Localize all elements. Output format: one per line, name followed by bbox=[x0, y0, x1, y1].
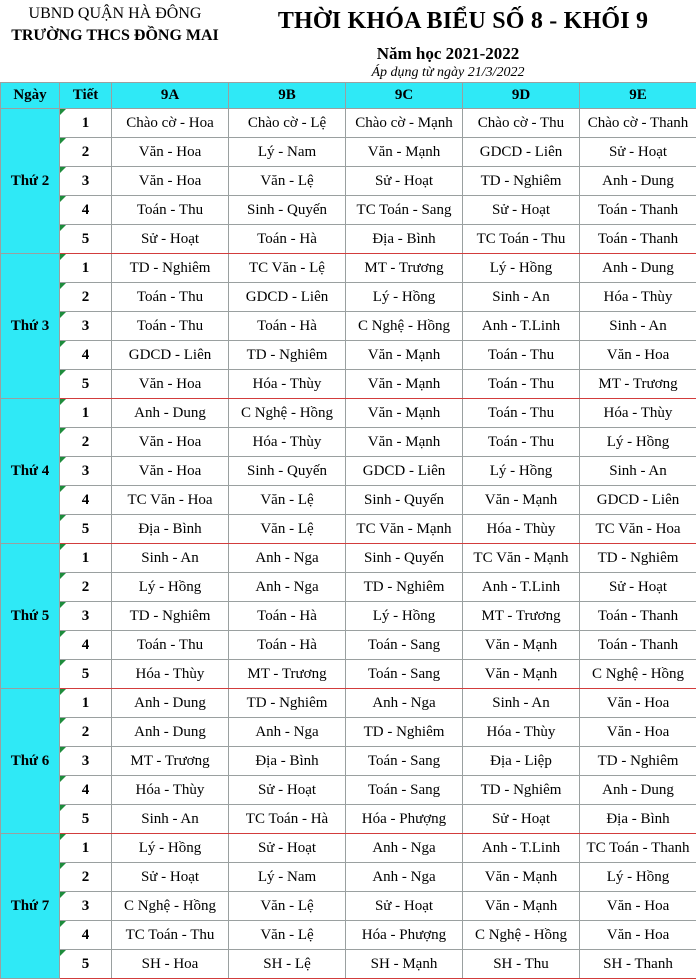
table-row bbox=[1, 718, 696, 747]
timetable-cell: Anh - Dung bbox=[112, 399, 229, 428]
timetable-cell: Hóa - Thùy bbox=[580, 399, 696, 428]
timetable-cell: Văn - Hoa bbox=[112, 370, 229, 399]
period-number: 1 bbox=[60, 689, 112, 718]
timetable-cell: Toán - Thanh bbox=[580, 225, 696, 254]
timetable-cell: Văn - Mạnh bbox=[463, 486, 580, 515]
timetable-cell: Văn - Hoa bbox=[112, 428, 229, 457]
period-number: 3 bbox=[60, 457, 112, 486]
table-row bbox=[1, 167, 696, 196]
col-header-class: 9A bbox=[112, 83, 229, 109]
timetable-cell: Toán - Thu bbox=[463, 341, 580, 370]
timetable-cell: TC Toán - Thu bbox=[112, 921, 229, 950]
table-row bbox=[1, 776, 696, 805]
table-row bbox=[1, 225, 696, 254]
period-number: 3 bbox=[60, 747, 112, 776]
table-row bbox=[1, 863, 696, 892]
timetable-cell: Sinh - An bbox=[580, 312, 696, 341]
period-number: 5 bbox=[60, 805, 112, 834]
timetable-cell: Văn - Hoa bbox=[580, 341, 696, 370]
timetable-cell: Sử - Hoạt bbox=[112, 225, 229, 254]
timetable-cell: Anh - Dung bbox=[580, 776, 696, 805]
timetable-cell: Toán - Thu bbox=[463, 428, 580, 457]
timetable-cell: Địa - Bình bbox=[112, 515, 229, 544]
timetable-cell: Hóa - Phượng bbox=[346, 805, 463, 834]
timetable-cell: Anh - Nga bbox=[229, 544, 346, 573]
table-row bbox=[1, 834, 696, 863]
timetable-cell: C Nghệ - Hồng bbox=[229, 399, 346, 428]
timetable-cell: Toán - Thu bbox=[463, 370, 580, 399]
timetable-cell: Văn - Mạnh bbox=[346, 428, 463, 457]
period-number: 2 bbox=[60, 428, 112, 457]
table-row bbox=[1, 283, 696, 312]
col-header-class: 9E bbox=[580, 83, 696, 109]
timetable-cell: Chào cờ - Lệ bbox=[229, 109, 346, 138]
timetable-cell: SH - Mạnh bbox=[346, 950, 463, 979]
timetable-cell: Lý - Nam bbox=[229, 138, 346, 167]
timetable-cell: Sinh - Quyến bbox=[229, 457, 346, 486]
timetable-cell: Toán - Hà bbox=[229, 602, 346, 631]
table-row bbox=[1, 892, 696, 921]
timetable-cell: TD - Nghiêm bbox=[112, 602, 229, 631]
timetable-cell: C Nghệ - Hồng bbox=[463, 921, 580, 950]
timetable-cell: Sinh - Quyến bbox=[346, 544, 463, 573]
day-label: Thứ 3 bbox=[1, 254, 60, 399]
period-number: 2 bbox=[60, 283, 112, 312]
period-number: 4 bbox=[60, 486, 112, 515]
period-number: 2 bbox=[60, 138, 112, 167]
timetable-cell: Anh - T.Linh bbox=[463, 312, 580, 341]
timetable-cell: GDCD - Liên bbox=[112, 341, 229, 370]
period-number: 3 bbox=[60, 892, 112, 921]
timetable-cell: Lý - Hồng bbox=[112, 834, 229, 863]
period-number: 1 bbox=[60, 109, 112, 138]
period-number: 3 bbox=[60, 312, 112, 341]
timetable-cell: Anh - Nga bbox=[229, 718, 346, 747]
timetable-cell: Văn - Hoa bbox=[580, 718, 696, 747]
school-header bbox=[0, 0, 230, 47]
period-number: 5 bbox=[60, 515, 112, 544]
timetable-cell: Văn - Mạnh bbox=[463, 660, 580, 689]
timetable-cell: Văn - Hoa bbox=[112, 457, 229, 486]
timetable-cell: Toán - Sang bbox=[346, 747, 463, 776]
timetable-cell: SH - Hoa bbox=[112, 950, 229, 979]
timetable-cell: Văn - Mạnh bbox=[463, 863, 580, 892]
timetable-cell: SH - Lệ bbox=[229, 950, 346, 979]
timetable-cell: Toán - Sang bbox=[346, 776, 463, 805]
timetable-cell: Toán - Thu bbox=[112, 283, 229, 312]
period-number: 5 bbox=[60, 950, 112, 979]
timetable-cell: Toán - Sang bbox=[346, 631, 463, 660]
period-number: 1 bbox=[60, 834, 112, 863]
timetable-cell: Anh - Nga bbox=[346, 689, 463, 718]
timetable-cell: C Nghệ - Hồng bbox=[112, 892, 229, 921]
timetable-cell: MT - Trương bbox=[580, 370, 696, 399]
table-row bbox=[1, 805, 696, 834]
timetable-cell: Hóa - Thùy bbox=[229, 428, 346, 457]
timetable-cell: TD - Nghiêm bbox=[580, 544, 696, 573]
col-header-day: Ngày bbox=[1, 83, 60, 109]
table-row bbox=[1, 515, 696, 544]
table-row bbox=[1, 950, 696, 979]
timetable-cell: TD - Nghiêm bbox=[112, 254, 229, 283]
timetable-cell: Văn - Hoa bbox=[580, 689, 696, 718]
timetable-cell: Sử - Hoạt bbox=[580, 573, 696, 602]
timetable-cell: Sử - Hoạt bbox=[346, 167, 463, 196]
timetable-cell: Hóa - Thùy bbox=[580, 283, 696, 312]
timetable-cell: Toán - Thanh bbox=[580, 602, 696, 631]
period-number: 1 bbox=[60, 544, 112, 573]
timetable-cell: Địa - Bình bbox=[346, 225, 463, 254]
timetable-cell: MT - Trương bbox=[463, 602, 580, 631]
timetable-cell: Sử - Hoạt bbox=[580, 138, 696, 167]
timetable-cell: Sinh - An bbox=[112, 544, 229, 573]
timetable-cell: TD - Nghiêm bbox=[346, 573, 463, 602]
timetable-cell: Văn - Mạnh bbox=[346, 399, 463, 428]
table-row bbox=[1, 747, 696, 776]
table-row bbox=[1, 921, 696, 950]
timetable-cell: GDCD - Liên bbox=[229, 283, 346, 312]
table-row bbox=[1, 341, 696, 370]
timetable-cell: Văn - Mạnh bbox=[463, 892, 580, 921]
table-row bbox=[1, 631, 696, 660]
timetable-cell: TC Toán - Thu bbox=[463, 225, 580, 254]
table-row bbox=[1, 457, 696, 486]
timetable-cell: Lý - Hồng bbox=[112, 573, 229, 602]
timetable-cell: C Nghệ - Hồng bbox=[346, 312, 463, 341]
timetable-cell: TD - Nghiêm bbox=[229, 341, 346, 370]
timetable-cell: MT - Trương bbox=[229, 660, 346, 689]
timetable-cell: Địa - Bình bbox=[580, 805, 696, 834]
timetable-cell: Văn - Lệ bbox=[229, 892, 346, 921]
timetable-cell: Địa - Liệp bbox=[463, 747, 580, 776]
timetable-cell: Anh - Nga bbox=[346, 834, 463, 863]
timetable-cell: Toán - Hà bbox=[229, 312, 346, 341]
table-row bbox=[1, 602, 696, 631]
timetable-cell: Hóa - Thùy bbox=[112, 660, 229, 689]
document-header bbox=[230, 0, 696, 81]
timetable-cell: Toán - Thanh bbox=[580, 631, 696, 660]
timetable-cell: Sinh - An bbox=[463, 283, 580, 312]
table-row bbox=[1, 689, 696, 718]
timetable-cell: Hóa - Thùy bbox=[112, 776, 229, 805]
timetable-cell: Hóa - Thùy bbox=[463, 515, 580, 544]
period-number: 4 bbox=[60, 341, 112, 370]
timetable-cell: Sử - Hoạt bbox=[463, 196, 580, 225]
period-number: 4 bbox=[60, 196, 112, 225]
district-name: UBND QUẬN HÀ ĐÔNG bbox=[28, 5, 202, 22]
timetable-cell: Toán - Thu bbox=[112, 631, 229, 660]
timetable-cell: TD - Nghiêm bbox=[229, 689, 346, 718]
timetable-cell: TC Toán - Thanh bbox=[580, 834, 696, 863]
timetable-cell: GDCD - Liên bbox=[346, 457, 463, 486]
timetable-cell: Chào cờ - Mạnh bbox=[346, 109, 463, 138]
timetable-cell: Văn - Mạnh bbox=[346, 138, 463, 167]
period-number: 2 bbox=[60, 573, 112, 602]
timetable bbox=[0, 82, 696, 979]
timetable-cell: Văn - Hoa bbox=[112, 167, 229, 196]
timetable-cell: Lý - Nam bbox=[229, 863, 346, 892]
document-title: THỜI KHÓA BIỂU SỐ 8 - KHỐI 9 bbox=[277, 8, 649, 34]
timetable-cell: TC Văn - Hoa bbox=[580, 515, 696, 544]
timetable-cell: Văn - Lệ bbox=[229, 486, 346, 515]
timetable-cell: Toán - Hà bbox=[229, 225, 346, 254]
table-row bbox=[1, 254, 696, 283]
col-header-class: 9C bbox=[346, 83, 463, 109]
timetable-cell: Toán - Sang bbox=[346, 660, 463, 689]
timetable-cell: Sinh - An bbox=[580, 457, 696, 486]
timetable-cell: Văn - Hoa bbox=[580, 892, 696, 921]
timetable-cell: Sử - Hoạt bbox=[229, 834, 346, 863]
period-number: 1 bbox=[60, 254, 112, 283]
timetable-cell: TC Văn - Hoa bbox=[112, 486, 229, 515]
timetable-cell: Toán - Thu bbox=[463, 399, 580, 428]
timetable-cell: TD - Nghiêm bbox=[346, 718, 463, 747]
timetable-cell: Văn - Hoa bbox=[580, 921, 696, 950]
table-row bbox=[1, 109, 696, 138]
timetable-cell: Anh - Nga bbox=[346, 863, 463, 892]
timetable-cell: Hóa - Thùy bbox=[229, 370, 346, 399]
timetable-cell: MT - Trương bbox=[112, 747, 229, 776]
table-row bbox=[1, 138, 696, 167]
timetable-cell: Anh - Nga bbox=[229, 573, 346, 602]
timetable-cell: GDCD - Liên bbox=[463, 138, 580, 167]
period-number: 5 bbox=[60, 225, 112, 254]
period-number: 4 bbox=[60, 776, 112, 805]
timetable-cell: TC Văn - Mạnh bbox=[463, 544, 580, 573]
timetable-cell: Lý - Hồng bbox=[580, 428, 696, 457]
period-number: 4 bbox=[60, 921, 112, 950]
col-header-class: 9D bbox=[463, 83, 580, 109]
timetable-cell: TD - Nghiêm bbox=[580, 747, 696, 776]
table-row bbox=[1, 312, 696, 341]
timetable-cell: TC Toán - Sang bbox=[346, 196, 463, 225]
period-number: 5 bbox=[60, 370, 112, 399]
timetable-cell: Toán - Thu bbox=[112, 196, 229, 225]
table-row bbox=[1, 399, 696, 428]
col-header-class: 9B bbox=[229, 83, 346, 109]
timetable-cell: Lý - Hồng bbox=[346, 283, 463, 312]
timetable-cell: Anh - T.Linh bbox=[463, 834, 580, 863]
timetable-cell: Văn - Mạnh bbox=[346, 370, 463, 399]
timetable-cell: Văn - Lệ bbox=[229, 167, 346, 196]
timetable-cell: Lý - Hồng bbox=[346, 602, 463, 631]
period-number: 5 bbox=[60, 660, 112, 689]
timetable-cell: Anh - Dung bbox=[112, 689, 229, 718]
timetable-cell: Văn - Mạnh bbox=[346, 341, 463, 370]
day-label: Thứ 7 bbox=[1, 834, 60, 979]
timetable-cell: Sử - Hoạt bbox=[346, 892, 463, 921]
timetable-cell: SH - Thu bbox=[463, 950, 580, 979]
table-row bbox=[1, 544, 696, 573]
timetable-cell: Lý - Hồng bbox=[580, 863, 696, 892]
day-label: Thứ 6 bbox=[1, 689, 60, 834]
timetable-cell: Sinh - An bbox=[463, 689, 580, 718]
timetable-cell: TC Văn - Lệ bbox=[229, 254, 346, 283]
applied-date: Áp dụng từ ngày 21/3/2022 bbox=[371, 65, 525, 80]
timetable-cell: Anh - T.Linh bbox=[463, 573, 580, 602]
timetable-cell: Lý - Hồng bbox=[463, 254, 580, 283]
school-year: Năm học 2021-2022 bbox=[376, 44, 520, 63]
timetable-cell: Sử - Hoạt bbox=[112, 863, 229, 892]
timetable-cell: Chào cờ - Thanh bbox=[580, 109, 696, 138]
table-row bbox=[1, 660, 696, 689]
timetable-cell: Văn - Lệ bbox=[229, 515, 346, 544]
period-number: 2 bbox=[60, 863, 112, 892]
table-row bbox=[1, 196, 696, 225]
table-row bbox=[1, 370, 696, 399]
day-label: Thứ 5 bbox=[1, 544, 60, 689]
timetable-cell: Toán - Hà bbox=[229, 631, 346, 660]
timetable-cell: Anh - Dung bbox=[112, 718, 229, 747]
timetable-cell: Hóa - Thùy bbox=[463, 718, 580, 747]
timetable-cell: Văn - Mạnh bbox=[463, 631, 580, 660]
timetable-cell: Địa - Bình bbox=[229, 747, 346, 776]
day-label: Thứ 4 bbox=[1, 399, 60, 544]
timetable-cell: Sinh - Quyến bbox=[346, 486, 463, 515]
timetable-cell: Sử - Hoạt bbox=[463, 805, 580, 834]
period-number: 3 bbox=[60, 167, 112, 196]
timetable-cell: Văn - Hoa bbox=[112, 138, 229, 167]
timetable-cell: TC Văn - Mạnh bbox=[346, 515, 463, 544]
day-label: Thứ 2 bbox=[1, 109, 60, 254]
timetable-cell: Sinh - Quyến bbox=[229, 196, 346, 225]
timetable-cell: Chào cờ - Thu bbox=[463, 109, 580, 138]
table-row bbox=[1, 428, 696, 457]
timetable-cell: Anh - Dung bbox=[580, 167, 696, 196]
timetable-cell: Lý - Hồng bbox=[463, 457, 580, 486]
timetable-cell: GDCD - Liên bbox=[580, 486, 696, 515]
period-number: 3 bbox=[60, 602, 112, 631]
period-number: 4 bbox=[60, 631, 112, 660]
table-row bbox=[1, 486, 696, 515]
timetable-cell: Chào cờ - Hoa bbox=[112, 109, 229, 138]
timetable-cell: Hóa - Phượng bbox=[346, 921, 463, 950]
timetable-cell: Toán - Thu bbox=[112, 312, 229, 341]
timetable-cell: Sử - Hoạt bbox=[229, 776, 346, 805]
timetable-cell: Toán - Thanh bbox=[580, 196, 696, 225]
period-number: 2 bbox=[60, 718, 112, 747]
timetable-cell: TD - Nghiêm bbox=[463, 776, 580, 805]
timetable-cell: TC Toán - Hà bbox=[229, 805, 346, 834]
timetable-cell: Anh - Dung bbox=[580, 254, 696, 283]
timetable-cell: Văn - Lệ bbox=[229, 921, 346, 950]
timetable-header-row bbox=[1, 83, 696, 109]
timetable-cell: SH - Thanh bbox=[580, 950, 696, 979]
table-row bbox=[1, 573, 696, 602]
timetable-cell: Sinh - An bbox=[112, 805, 229, 834]
timetable-cell: MT - Trương bbox=[346, 254, 463, 283]
timetable-cell: C Nghệ - Hồng bbox=[580, 660, 696, 689]
col-header-period: Tiết bbox=[60, 83, 112, 109]
school-name: TRƯỜNG THCS ĐỒNG MAI bbox=[11, 27, 219, 44]
period-number: 1 bbox=[60, 399, 112, 428]
timetable-cell: TD - Nghiêm bbox=[463, 167, 580, 196]
